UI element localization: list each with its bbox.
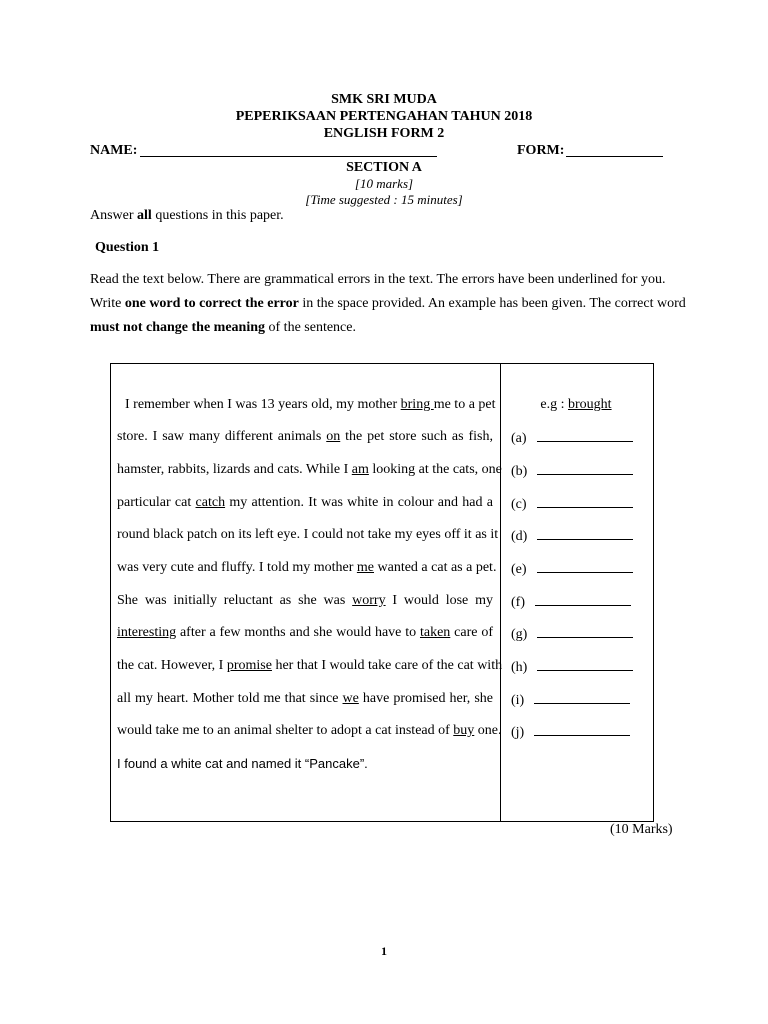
- section-marks: [10 marks]: [354, 176, 414, 191]
- form-blank[interactable]: [566, 156, 663, 157]
- passage-line: all my heart. Mother told me that since we have promised her, she: [117, 691, 493, 706]
- passage-line: interesting after a few months and she would have to taken care of: [117, 625, 493, 640]
- answer-row-c[interactable]: (c): [511, 495, 633, 513]
- name-blank[interactable]: [140, 156, 437, 157]
- subject-title: ENGLISH FORM 2: [323, 126, 445, 141]
- question-title: Question 1: [95, 240, 160, 255]
- question-text-line-3: must not change the meaning of the sentence.: [90, 320, 356, 335]
- page-number: 1: [381, 944, 387, 958]
- instruction-text: Answer all questions in this paper.: [90, 208, 284, 223]
- table-divider: [500, 363, 501, 822]
- passage-line: would take me to an animal shelter to adopt a cat instead of buy one.: [117, 723, 502, 738]
- passage-line: round black patch on its left eye. I could not take my eyes off it as it: [117, 527, 499, 542]
- passage-line: I remember when I was 13 years old, my mother bring me to a pet: [125, 397, 496, 412]
- passage-line: store. I saw many different animals on the pet store such as fish,: [117, 429, 493, 444]
- question-text-line-1: Read the text below. There are grammatical errors in the text. The errors have been underlined for you.: [90, 272, 666, 287]
- passage-line: I found a white cat and named it “Pancake”.: [117, 756, 368, 771]
- total-marks: (10 Marks): [610, 822, 673, 837]
- answer-row-d[interactable]: (d): [511, 527, 633, 545]
- passage-line: was very cute and fluffy. I told my mother me wanted a cat as a pet.: [117, 560, 497, 575]
- passage-line: particular cat catch my attention. It was white in colour and had a: [117, 495, 494, 510]
- name-label: NAME:: [90, 143, 138, 158]
- answer-row-h[interactable]: (h): [511, 658, 633, 676]
- form-label: FORM:: [517, 143, 565, 158]
- school-name: SMK SRI MUDA: [331, 92, 437, 107]
- question-text-line-2: Write one word to correct the error in the space provided. An example has been given. The correct word: [90, 296, 686, 311]
- passage-line: hamster, rabbits, lizards and cats. While I am looking at the cats, one: [117, 462, 502, 477]
- answer-row-f[interactable]: (f): [511, 593, 631, 611]
- answer-row-b[interactable]: (b): [511, 462, 633, 480]
- answer-row-i[interactable]: (i): [511, 691, 630, 709]
- answer-row-g[interactable]: (g): [511, 625, 633, 643]
- passage-line: She was initially reluctant as she was worry I would lose my: [117, 593, 493, 608]
- section-title: SECTION A: [346, 160, 422, 175]
- answer-row-j[interactable]: (j): [511, 723, 630, 741]
- example-answer: e.g : brought: [540, 397, 612, 412]
- answer-row-a[interactable]: (a): [511, 429, 633, 447]
- time-suggested: [Time suggested : 15 minutes]: [305, 192, 463, 207]
- passage-line: the cat. However, I promise her that I would take care of the cat with: [117, 658, 503, 673]
- answer-row-e[interactable]: (e): [511, 560, 633, 578]
- exam-title: PEPERIKSAAN PERTENGAHAN TAHUN 2018: [235, 109, 533, 124]
